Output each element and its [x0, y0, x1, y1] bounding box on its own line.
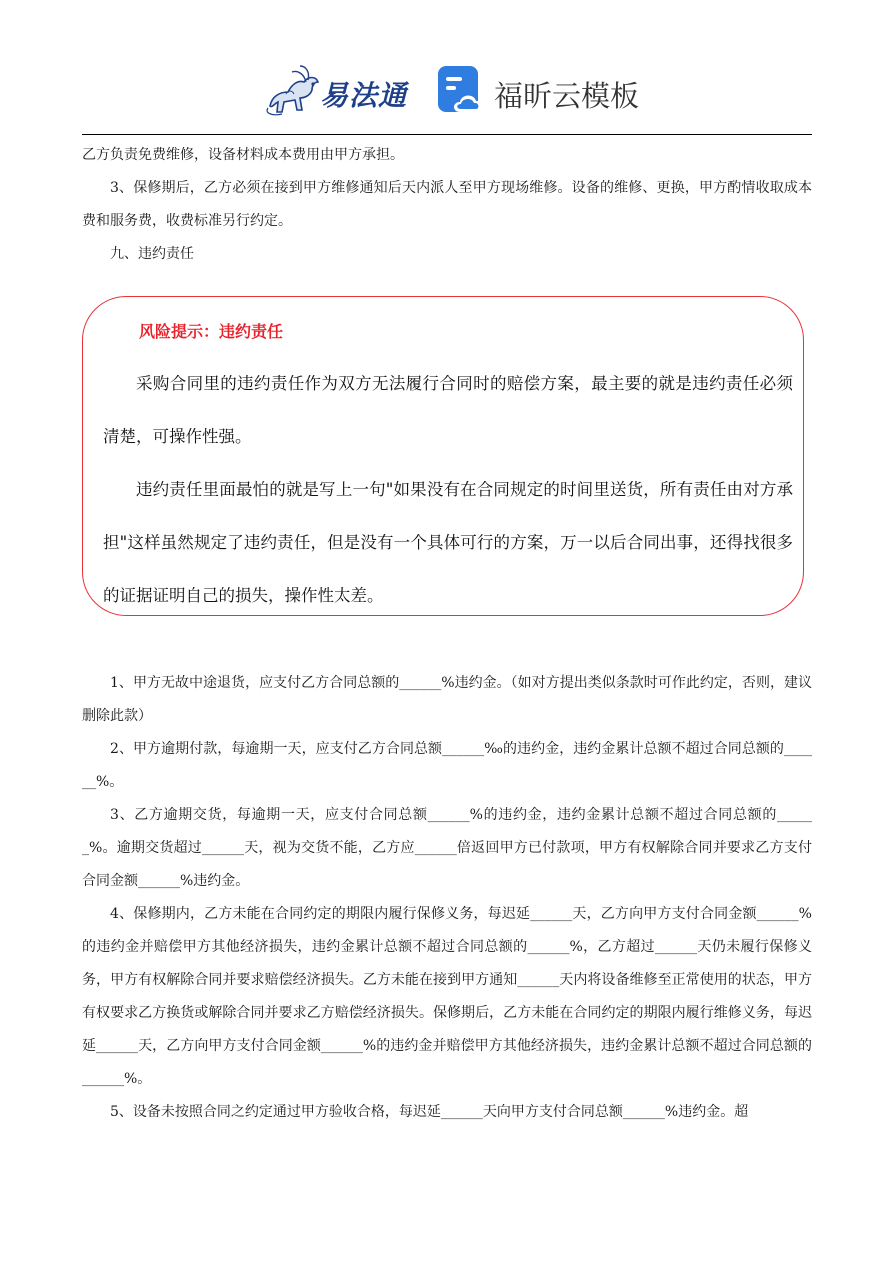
risk-warning-paragraph: 采购合同里的违约责任作为双方无法履行合同时的赔偿方案，最主要的就是违约责任必须清楚，可操作性强。: [103, 374, 793, 446]
paragraph-clause-4: 4、保修期内，乙方未能在合同约定的期限内履行保修义务，每迟延______天，乙方向甲方支付合同金额______%的违约金并赔偿甲方其他经济损失，违约金累计总额不超过合同总额的______%，乙方超过______天仍未履行保修义务，甲方有权解除合同并要求赔偿经济损失。乙方未能在接到甲方通知______天内将设备维修至正常使用的状态，甲方有权要求乙方换货或解除合同并要求乙方赔偿经济损失。保修期后，乙方未能在合同约定的期限内履行维修义务，每迟延______天，乙方向甲方支付合同金额______%的违约金并赔偿甲方其他经济损失，违约金累计总额不超过合同总额的______%。: [82, 906, 812, 1087]
page-header: [0, 58, 893, 124]
foxit-cloud-template-logo: [436, 64, 646, 118]
risk-warning-paragraph: 违约责任里面最怕的就是写上一句"如果没有在合同规定的时间里送货，所有责任由对方承担"这样虽然规定了违约责任，但是没有一个具体可行的方案，万一以后合同出事，还得找很多的证据证明自己的损失，操作性太差。: [103, 480, 793, 605]
paragraph-clause-3b: 3、乙方逾期交货，每逾期一天，应支付合同总额______%的违约金，违约金累计总额不超过合同总额的______%。逾期交货超过______天，视为交货不能，乙方应______倍返回甲方已付款项，甲方有权解除合同并要求乙方支付合同金额______%违约金。: [82, 807, 812, 889]
document-cloud-icon: [436, 64, 486, 116]
paragraph-clause-1: 1、甲方无故中途退货，应支付乙方合同总额的______%违约金。（如对方提出类似条款时可作此约定，否则，建议删除此款）: [82, 675, 812, 724]
risk-warning-box: [82, 296, 804, 616]
yifatong-logo: [262, 62, 412, 118]
header-divider: [82, 134, 812, 135]
section-heading-breach: 九、违约责任: [110, 246, 194, 262]
risk-warning-title: 风险提示：违约责任: [139, 322, 284, 341]
paragraph-clause-5: 5、设备未按照合同之约定通过甲方验收合格，每迟延______天向甲方支付合同总额______%违约金。超: [110, 1104, 749, 1120]
foxit-logo-text: 福昕云模板: [494, 79, 640, 113]
qilin-logo-icon: [262, 62, 324, 118]
paragraph-clause-2: 2、甲方逾期付款，每逾期一天，应支付乙方合同总额______‰的违约金，违约金累计总额不超过合同总额的______%。: [82, 741, 812, 790]
paragraph-clause-3: 3、保修期后，乙方必须在接到甲方维修通知后天内派人至甲方现场维修。设备的维修、更换，甲方酌情收取成本费和服务费，收费标准另行约定。: [82, 180, 812, 229]
paragraph-continued: 乙方负责免费维修，设备材料成本费用由甲方承担。: [82, 147, 404, 163]
yifatong-logo-text: 易法通: [320, 79, 408, 112]
